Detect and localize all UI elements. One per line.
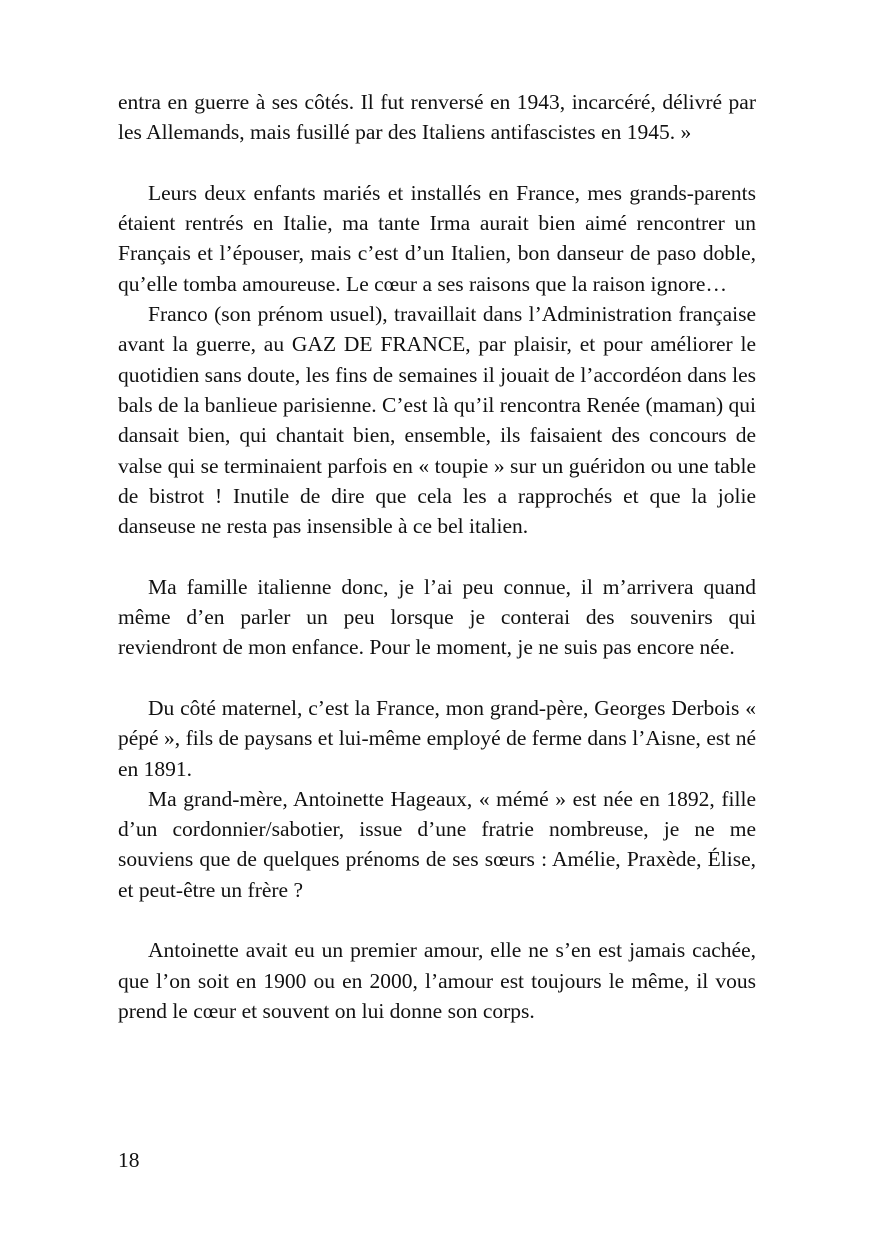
- paragraph-7: Antoinette avait eu un premier amour, elle ne s’en est jamais cachée, que l’on soit en 1900 ou en 2000, l’amour est toujours le même, il vous prend le cœur et souvent on lui donne son corps.: [118, 938, 756, 1023]
- paragraph-6: Ma grand-mère, Antoinette Hageaux, « mémé » est née en 1892, fille d’un cordonnier/sabotier, issue d’une fratrie nombreuse, je ne me souviens que de quelques prénoms de ses sœurs : Amélie, Praxède, Élise, et peut-être un frère ?: [118, 786, 756, 902]
- paragraph-3: Franco (son prénom usuel), travaillait dans l’Administration française avant la guerre, au GAZ DE FRANCE, par plaisir, et pour améliorer le quotidien sans doute, les fins de semaines il jouait de l’accordéon dans les bals de la banlieue parisienne. C’est là qu’il rencontra Renée (maman) qui dansait bien, qui chantait bien, ensemble, ils faisaient des concours de valse qui se terminaient parfois en « toupie » sur un guéridon ou une table de bistrot ! Inutile de dire que cela les a rapprochés et que la jolie danseuse ne resta pas insensible à ce bel italien.: [118, 302, 756, 539]
- paragraph-4: Ma famille italienne donc, je l’ai peu connue, il m’arrivera quand même d’en parler un peu lorsque je conterai des souvenirs qui reviendront de mon enfance. Pour le moment, je ne suis pas encore née.: [118, 574, 756, 660]
- paragraph-5: Du côté maternel, c’est la France, mon grand-père, Georges Derbois « pépé », fils de paysans et lui-même employé de ferme dans l’Aisne, est né en 1891.: [118, 695, 756, 781]
- page-body: [118, 87, 756, 1026]
- paragraph-2: Leurs deux enfants mariés et installés en France, mes grands-parents étaient rentrés en Italie, ma tante Irma aurait bien aimé rencontrer un Français et l’épouser, mais c’est d’un Italien, bon danseur de paso doble, qu’elle tomba amoureuse. Le cœur a ses raisons que la raison ignore…: [118, 180, 756, 296]
- page-number: 18: [118, 1148, 140, 1172]
- paragraph-1: entra en guerre à ses côtés. Il fut renversé en 1943, incarcéré, délivré par les Allemands, mais fusillé par des Italiens antifascistes en 1945. »: [118, 90, 756, 145]
